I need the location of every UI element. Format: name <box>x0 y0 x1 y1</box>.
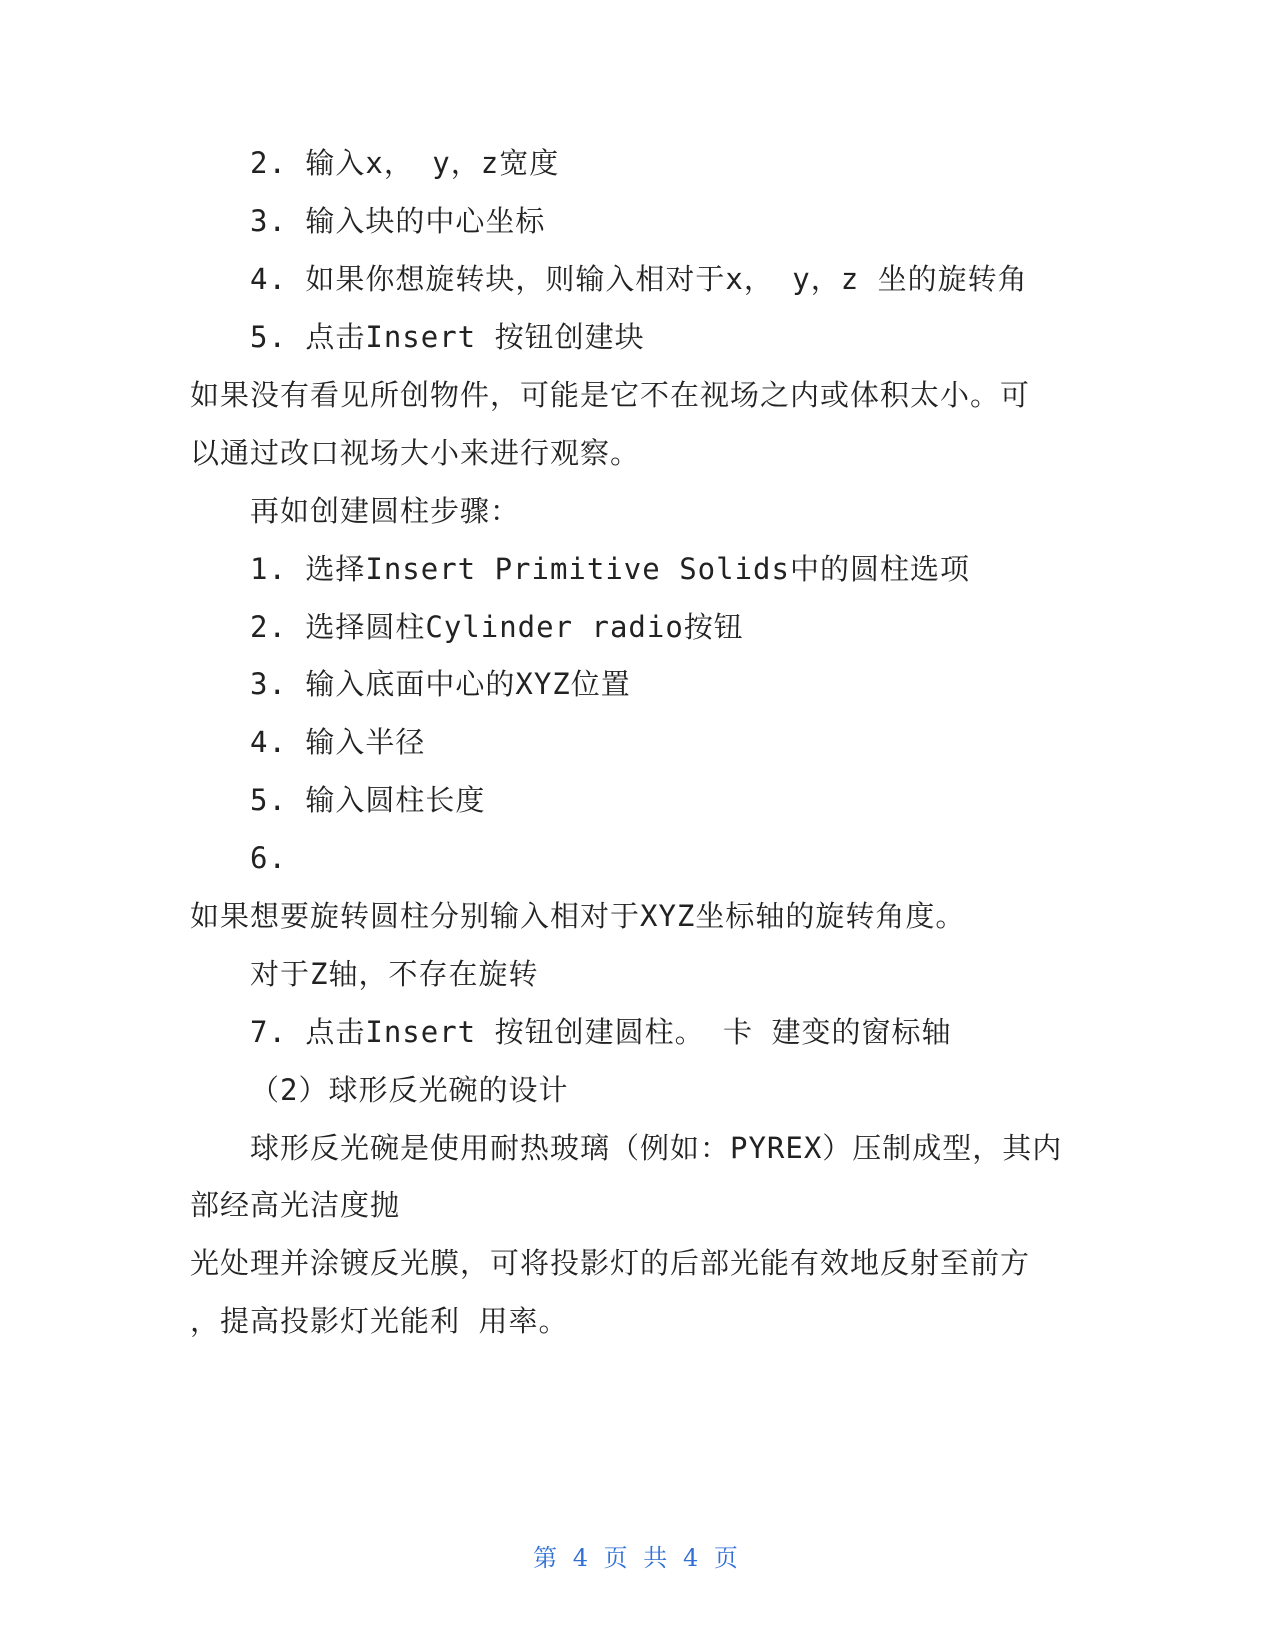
list-item: 7. 点击Insert 按钮创建圆柱。 卡 建变的窗标轴 <box>250 1015 952 1049</box>
paragraph-line: 如果想要旋转圆柱分别输入相对于XYZ坐标轴的旋转角度。 <box>190 899 966 933</box>
list-item: 3. 输入底面中心的XYZ位置 <box>250 667 631 701</box>
list-item: 3. 输入块的中心坐标 <box>250 204 546 238</box>
paragraph-line: 部经高光洁度抛 <box>190 1188 401 1222</box>
paragraph-line: 对于Z轴，不存在旋转 <box>250 957 539 991</box>
paragraph-line: 再如创建圆柱步骤： <box>250 494 521 528</box>
list-item: 1. 选择Insert Primitive Solids中的圆柱选项 <box>250 552 970 586</box>
paragraph-line: 以通过改口视场大小来进行观察。 <box>190 436 641 470</box>
paragraph-line: 如果没有看见所创物件，可能是它不在视场之内或体积太小。可 <box>190 378 1031 412</box>
list-item: 4. 如果你想旋转块，则输入相对于x， y，z 坐的旋转角 <box>250 262 1028 296</box>
paragraph-line: 光处理并涂镀反光膜，可将投影灯的后部光能有效地反射至前方 <box>190 1246 1031 1280</box>
paragraph-line: 球形反光碗是使用耐热玻璃（例如：PYREX）压制成型，其内 <box>250 1131 1063 1165</box>
list-item: 5. 点击Insert 按钮创建块 <box>250 320 645 354</box>
list-item: 2. 选择圆柱Cylinder radio按钮 <box>250 610 744 644</box>
paragraph-line: ，提高投影灯光能利 用率。 <box>190 1304 569 1338</box>
page-number-footer: 第 4 页 共 4 页 <box>533 1544 742 1572</box>
list-item: 6. <box>250 841 287 875</box>
list-item: 5. 输入圆柱长度 <box>250 783 486 817</box>
list-item: 2. 输入x， y，z宽度 <box>250 146 560 180</box>
section-heading: （2）球形反光碗的设计 <box>250 1073 569 1107</box>
list-item: 4. 输入半径 <box>250 725 426 759</box>
